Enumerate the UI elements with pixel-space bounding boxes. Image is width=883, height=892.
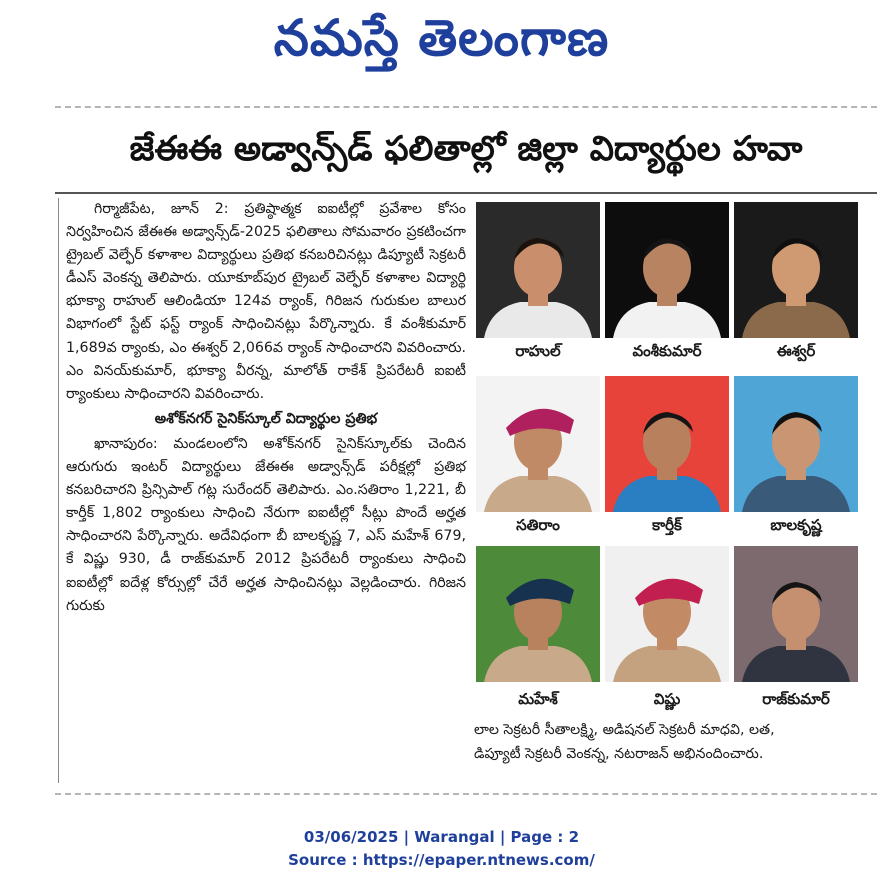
student-photo (734, 546, 858, 682)
student-name: రాహుల్‌ (515, 342, 561, 360)
caption-line-2: డిప్యూటీ సెక్రటరీ వెంకన్న, నటరాజన్‌ అభినందించారు. (474, 746, 764, 762)
student-name: సతిరాం (516, 516, 560, 534)
student-photo (605, 376, 729, 512)
portrait-illustration (476, 376, 600, 512)
portrait-illustration (605, 202, 729, 338)
portrait-illustration (734, 546, 858, 682)
student-photo (476, 546, 600, 682)
student-photo (734, 376, 858, 512)
student-photo (734, 202, 858, 338)
article-headline: జేఈఈ అడ్వాన్స్‌డ్‌ ఫలితాల్లో జిల్లా విద్యార్థుల హవా (129, 129, 803, 169)
student-photo (605, 202, 729, 338)
photo-caption (474, 718, 874, 766)
student-photo (476, 202, 600, 338)
caption-line-1: లాల సెక్రటరీ సీతాలక్ష్మి, అడిషనల్‌ సెక్రటరీ మాధవి, లత, (474, 722, 775, 738)
student-photo (476, 376, 600, 512)
article-subheading: అశోక్‌నగర్‌ సైనిక్‌స్కూల్‌ విద్యార్థుల ప్రతిభ (154, 410, 378, 427)
student-name: మహేశ్‌ (518, 690, 558, 708)
masthead-title: నమస్తే తెలంగాణ (273, 8, 610, 67)
student-name: కార్తీక్‌ (652, 516, 682, 534)
bottom-divider (55, 793, 877, 795)
student-photo (605, 546, 729, 682)
student-name: విష్ణు (653, 690, 681, 708)
article-paragraph-1: గిర్మాజీపేట, జూన్‌ 2: ప్రతిష్ఠాత్మక ఐఐటీల్లో ప్రవేశాల కోసం నిర్వహించిన జేఈఈ అడ్వాన్స్‌డ్‌-2025 ఫలితాలు సోమవారం ప్రకటించగా ట్రైబల్‌ వెల్ఫేర్‌ కళాశాల విద్యార్థులు ప్రతిభ కనబరిచినట్లు డిప్యూటీ సెక్రటరీ డీఎస్‌ వెంకన్న తెలిపారు. యూకూబ్‌పుర ట్రైబల్‌ వెల్ఫేర్‌ కళాశాల విద్యార్థి భూక్యా రాహుల్‌ ఆలిండియా 124వ ర్యాంక్‌, గిరిజన గురుకుల బాలుర విభాగంలో స్టేట్‌ ఫస్ట్‌ ర్యాంక్‌ సాధించినట్లు పేర్కొన్నారు. కే వంశీకుమార్‌ 1,689వ ర్యాంకు, ఎం ఈశ్వర్‌ 2,066వ ర్యాంక్‌ సాధించారని వివరించారు. ఎం వినయ్‌కుమార్‌, భూక్యా వీరన్న, మాలోత్‌ రాకేశ్‌ ప్రిపరేటరీ ఐఐటీ ర్యాంకులు సాధించారని వివరించారు. (66, 201, 466, 402)
column-rule (58, 198, 59, 783)
student-name: ఈశ్వర్‌ (776, 342, 816, 360)
portrait-illustration (476, 546, 600, 682)
article-body (66, 198, 466, 618)
student-name: బాలకృష్ణ (770, 516, 822, 534)
headline-divider (55, 192, 877, 194)
portrait-illustration (734, 202, 858, 338)
epaper-footer (0, 826, 883, 872)
student-name: వంశీకుమార్‌ (632, 342, 702, 360)
portrait-illustration (734, 376, 858, 512)
newspaper-masthead (0, 0, 883, 88)
portrait-illustration (476, 202, 600, 338)
student-name: రాజ్‌కుమార్‌ (762, 690, 830, 708)
portrait-illustration (605, 546, 729, 682)
footer-source-link[interactable]: Source : https://epaper.ntnews.com/ (288, 851, 595, 869)
footer-date-edition: 03/06/2025 | Warangal | Page : 2 (303, 828, 580, 846)
portrait-illustration (605, 376, 729, 512)
article-paragraph-2: ఖానాపురం: మండలంలోని అశోక్‌నగర్‌ సైనిక్‌స్కూల్‌కు చెందిన ఆరుగురు ఇంటర్‌ విద్యార్థులు జేఈఈ అడ్వాన్స్‌డ్‌ పరీక్షల్లో ప్రతిభ కనబరిచారని ప్రిన్సిపాల్‌ గట్ల సురేందర్‌ తెలిపారు. ఎం.సతిరాం 1,221, బీ కార్తీక్‌ 1,802 ర్యాంకులు సాధించి నేరుగా ఐఐటీల్లో సీట్లు పొందే అర్హత సాధించారని పేర్కొన్నారు. అదేవిధంగా బీ బాలకృష్ణ 7, ఎస్‌ మహేశ్‌ 679, కే విష్ణు 930, డీ రాజ్‌కుమార్‌ 2012 ప్రిపరేటరీ ర్యాంకులు సాధించి ఐఐటీల్లో ఐదేళ్ల కోర్సుల్లో చేరే అర్హత సాధించినట్లు వెల్లడించారు. గిరిజన గురుకు (66, 435, 466, 614)
top-divider (55, 106, 877, 108)
